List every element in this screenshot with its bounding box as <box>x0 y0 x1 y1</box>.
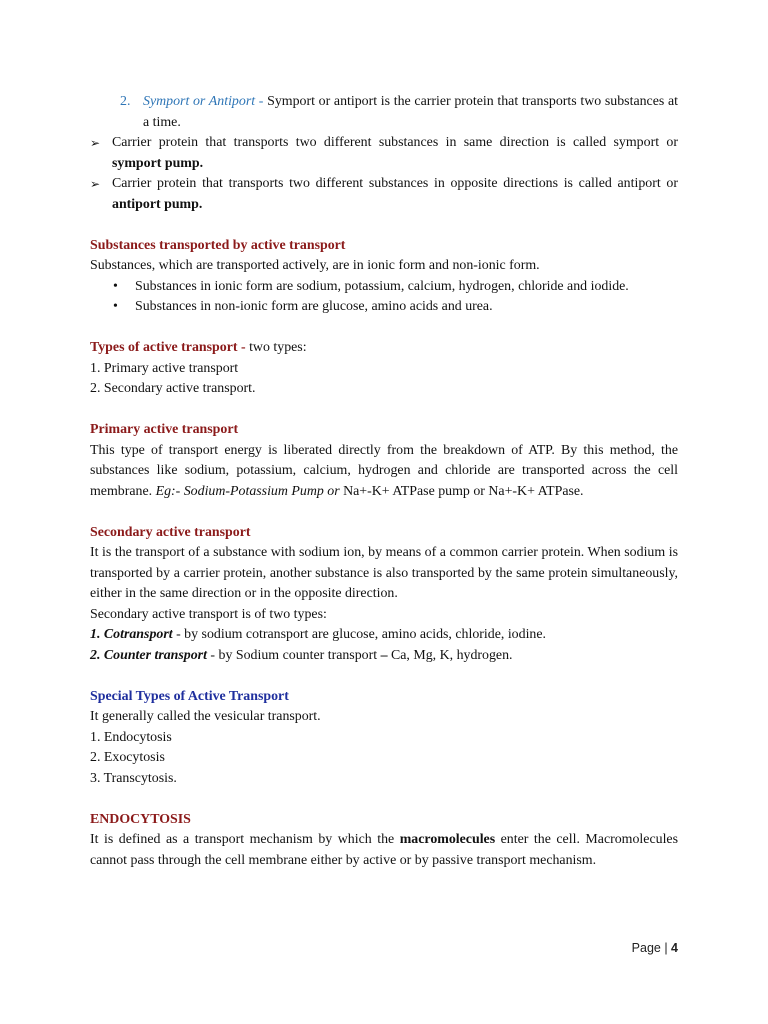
antiport-bullet-text: Carrier protein that transports two different substances in opposite directions is called antiport or <box>112 176 678 191</box>
primary-example-rest: Na+-K+ ATPase pump or Na+-K+ ATPase. <box>343 483 584 499</box>
list-item: 2. Exocytosis <box>90 750 165 765</box>
symport-number: 2. <box>120 94 131 109</box>
page-number: 4 <box>671 941 678 955</box>
secondary-types-line: Secondary active transport is of two types: <box>90 606 327 622</box>
list-item: 1. Endocytosis <box>90 729 172 745</box>
page-footer <box>90 941 678 955</box>
endocytosis-text-end: enter the cell. Macromolecules cannot pass through the cell membrane either by active or by passive transport mechanism. <box>90 832 678 868</box>
counter-transport-label: 2. Counter transport <box>90 647 207 663</box>
page-label: Page | <box>631 941 672 955</box>
symport-bullet <box>90 133 678 174</box>
types-heading-line <box>90 338 678 359</box>
dot-bullet-icon: • <box>113 278 118 294</box>
symport-bullet-bold: symport pump. <box>112 155 204 171</box>
cotransport-line <box>90 625 678 646</box>
endocytosis-text: It is defined as a transport mechanism by which the <box>90 832 400 847</box>
list-item <box>90 297 678 318</box>
antiport-bullet-bold: antiport pump. <box>112 196 203 212</box>
counter-transport-dash: – <box>380 647 388 663</box>
symport-bullet-text: Carrier protein that transports two different substances in same direction is called symport or <box>112 135 678 150</box>
symport-text: Symport or antiport is the carrier protein that transports two substances at a time. <box>143 94 679 130</box>
primary-text: This type of transport energy is liberated directly from the breakdown of ATP. By this method, the substances like sodium, potassium, calcium, hydrogen and chloride are transported across the cell membrane. <box>90 442 678 499</box>
types-suffix: two types: <box>249 340 307 355</box>
counter-transport-line <box>90 646 678 667</box>
arrow-bullet-icon: ➢ <box>90 177 101 191</box>
list-item: 3. Transcytosis. <box>90 770 177 786</box>
special-heading: Special Types of Active Transport <box>90 688 289 704</box>
symport-title: Symport or Antiport <box>143 94 256 109</box>
list-item <box>90 277 678 298</box>
list-item: 2. Secondary active transport. <box>90 381 256 396</box>
list-item: 1. Primary active transport <box>90 360 239 376</box>
primary-paragraph <box>90 441 678 503</box>
special-intro: It generally called the vesicular transport. <box>90 709 321 724</box>
cotransport-label: 1. Cotransport <box>90 627 173 642</box>
secondary-heading: Secondary active transport <box>90 524 251 540</box>
dot-bullet-icon: • <box>113 299 118 314</box>
list-item-text: Substances in non-ionic form are glucose, amino acids and urea. <box>135 299 493 314</box>
endocytosis-bold: macromolecules <box>399 832 496 847</box>
endocytosis-paragraph <box>90 830 678 871</box>
cotransport-text: - by sodium cotransport are glucose, amino acids, chloride, iodine. <box>172 627 547 642</box>
symport-dash: - <box>255 94 268 109</box>
counter-transport-text-end: Ca, Mg, K, hydrogen. <box>387 647 513 663</box>
document-page <box>90 92 678 871</box>
secondary-paragraph: It is the transport of a substance with sodium ion, by means of a common carrier protein. When sodium is transported by a carrier protein, another substance is also transported by the same protein simultaneously, either in the same direction or in the opposite direction. <box>90 545 678 601</box>
types-heading: Types of active transport - <box>90 340 250 355</box>
counter-transport-text: - by Sodium counter transport <box>206 647 381 663</box>
endocytosis-heading: ENDOCYTOSIS <box>90 811 191 827</box>
primary-example-italic: Eg:- Sodium-Potassium Pump or <box>155 483 344 499</box>
substances-heading: Substances transported by active transport <box>90 237 346 253</box>
arrow-bullet-icon: ➢ <box>90 136 101 150</box>
substances-intro: Substances, which are transported actively, are in ionic form and non-ionic form. <box>90 258 540 273</box>
list-item-text: Substances in ionic form are sodium, potassium, calcium, hydrogen, chloride and iodide. <box>135 278 629 294</box>
symport-item <box>90 92 678 133</box>
antiport-bullet <box>90 174 678 215</box>
primary-heading: Primary active transport <box>90 422 239 437</box>
